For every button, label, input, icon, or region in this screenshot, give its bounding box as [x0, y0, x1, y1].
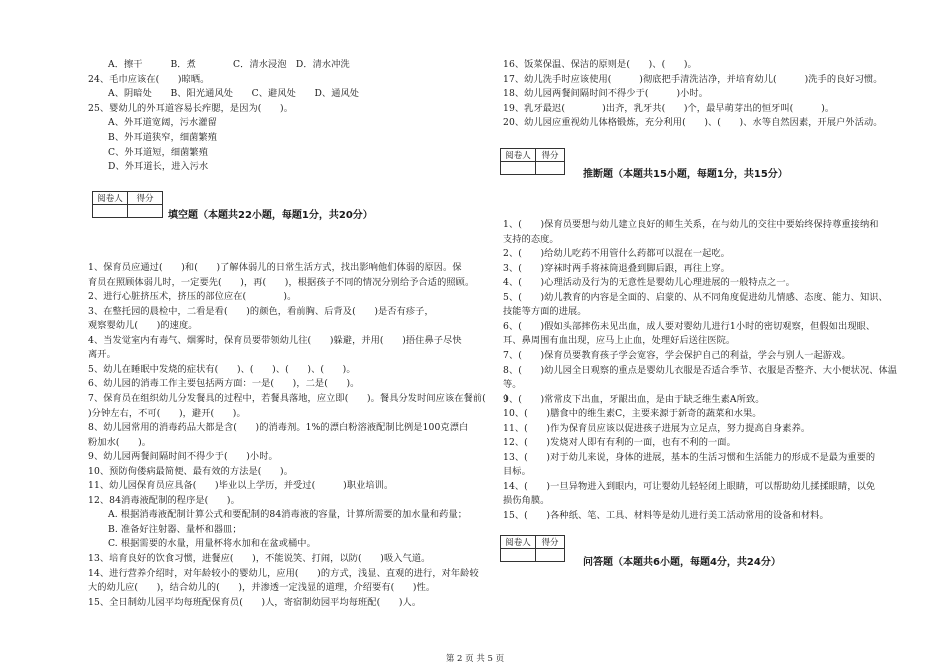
- text-line: 14、进行营养介绍时，对年龄较小的婴幼儿，应用( )的方式，浅显、直观的进行，对年龄较: [88, 567, 479, 579]
- text-line: 7、保育员在组织幼儿分发餐具的过程中，若餐具落地，应立即( )。餐具分发时间应该在餐前( ): [88, 392, 509, 404]
- text-line: 育员在照顾体弱儿时，一定要先( )，再( )，根据孩子不同的情况分别给予合适的照顾。: [88, 276, 475, 288]
- text-line: 大的幼儿应( )，结合幼儿的( )，并渗透一定浅显的道理，介绍要有( )性。: [88, 582, 436, 594]
- text-line: 18、幼儿园两餐间隔时间不得少于( )小时。: [503, 88, 709, 100]
- text-line: 11、( )作为保育员应该以促进孩子进展为立足点，努力提高自身素养。: [503, 422, 811, 434]
- page-footer: 第 2 页 共 5 页: [445, 654, 505, 664]
- text-line: 16、饭菜保温、保洁的原则是( )、( )。: [503, 59, 697, 70]
- text-line: B. 准备好注射器、量杯和器皿；: [108, 523, 242, 535]
- score-box-score-label: 得分: [536, 149, 565, 162]
- qa-section-title: 问答题（本题共6小题，每题4分，共24分）: [583, 557, 781, 568]
- text-line: 15、全日制幼儿园平均每班配保育员( )人，寄宿制幼园平均每班配( )人。: [88, 596, 422, 608]
- judge-section-title: 推断题（本题共15小题，每题1分，共15分）: [583, 169, 788, 180]
- text-line: 12、( )发烧对人即有有利的一面，也有不利的一面。: [503, 437, 736, 449]
- text-line: 10、( )膳食中的维生素C，主要来源于新奇的蔬菜和水果。: [503, 408, 762, 420]
- text-line: B、外耳道狭窄，细菌繁殖: [108, 132, 218, 143]
- text-line: 等。: [503, 379, 522, 391]
- text-line: 耳、鼻周围有血出现，应马上止血，处理好后送往医院。: [503, 335, 736, 347]
- text-line: 离开。: [88, 349, 116, 361]
- text-line: 5、幼儿在睡眠中发烧的症状有( )、( )、( )、( )。: [88, 363, 356, 375]
- text-line: 13、培育良好的饮食习惯，进餐应( )，不能说笑、打闹，以防( )吸入气道。: [88, 553, 431, 564]
- text-line: 粉加水( )。: [88, 436, 152, 448]
- score-box-qa: [500, 535, 565, 562]
- score-box-score-label: 得分: [128, 192, 163, 205]
- text-line: A．擦干 B．煮 C．清水浸泡 D．清水冲洗: [108, 59, 350, 70]
- text-line: D、外耳道长，进入污水: [108, 161, 209, 173]
- text-line: 1、保育员应通过( )和( )了解体弱儿的日常生活方式，找出影响他们体弱的原因。保: [88, 262, 462, 273]
- fill-blank-section-title: 填空题（本题共22小题，每题1分，共20分）: [168, 210, 373, 221]
- score-box-grader-label: 阅卷人: [501, 149, 536, 162]
- score-box-fill: [92, 191, 163, 218]
- text-line: )分钟左右，不可( )，避开( )。: [88, 407, 246, 419]
- text-line: 12、84消毒液配制的程序是( )。: [88, 494, 240, 506]
- text-line: 9、幼儿园两餐间隔时间不得少于( )小时。: [88, 451, 278, 463]
- text-line: 10、预防佝偻病最简便、最有效的方法是( )。: [88, 465, 294, 477]
- text-line: 19、乳牙最迟( )出齐，乳牙共( )个，最早萌芽出的恒牙叫( )。: [503, 102, 835, 114]
- text-line: 9、( )常常皮下出血，牙龈出血，是由于缺乏维生素A所致。: [503, 393, 765, 405]
- text-line: 目标。: [503, 466, 531, 478]
- text-line: A、阴暗处 B、阳光通风处 C、避风处 D、通风处: [108, 88, 360, 100]
- text-line: 8、幼儿园常用的消毒药品大都是含( )的消毒剂。1%的漂白粉溶液配制比例是100克漂白: [88, 422, 469, 434]
- text-line: 5、( )幼儿教育的内容是全面的、启蒙的、从不同角度促进幼儿情感、态度、能力、知识、: [503, 291, 888, 303]
- text-line: C、外耳道短，细菌繁殖: [108, 146, 209, 158]
- score-box-score-label: 得分: [536, 536, 565, 549]
- text-line: 2、进行心脏挤压术，挤压的部位应在( )。: [88, 291, 297, 303]
- text-line: 20、幼儿园应重视幼儿体格锻炼，充分利用( )、( )、水等自然因素，开展户外活动。: [503, 117, 883, 129]
- text-line: 3、( )穿袜时两手将袜筒退叠到脚后跟，再往上穿。: [503, 262, 730, 274]
- text-line: 7、( )保育员要教育孩子学会宽容，学会保护自己的利益，学会与别人一起游戏。: [503, 349, 851, 361]
- text-line: A. 根据消毒液配制计算公式和要配制的84消毒液的容量，计算所需要的加水量和药量；: [108, 509, 468, 521]
- score-box-grader-label: 阅卷人: [501, 536, 536, 549]
- text-line: 13、( )对于幼儿来说，身体的进展，基本的生活习惯和生活能力的形成不是最为重要的: [503, 451, 876, 463]
- text-line: 1、( )保育员要想与幼儿建立良好的师生关系，在与幼儿的交往中要始终保持尊重接纳和: [503, 219, 879, 230]
- text-line: 15、( )各种纸、笔、工具、材料等是幼儿进行美工活动常用的设备和材料。: [503, 510, 829, 521]
- text-line: 11、幼儿园保育员应具备( )毕业以上学历，并受过( )职业培训。: [88, 480, 394, 492]
- text-line: C. 根据需要的水量，用量杯将水加和在盆或桶中。: [108, 538, 316, 550]
- text-line: 17、幼儿洗手时应该使用( )彻底把手清洗洁净，并培育幼儿( )洗手的良好习惯。: [503, 73, 883, 85]
- text-line: 24、毛巾应该在( )晾晒。: [88, 73, 210, 85]
- text-line: 4、当发觉室内有毒气、烟雾时，保育员要带领幼儿往( )躲避，并用( )捂住鼻子尽快: [88, 334, 462, 346]
- text-line: 8、( )幼儿园全日观察的重点是婴幼儿衣服是否适合季节、衣服是否整齐、大小便状况、体温: [503, 364, 898, 376]
- text-line: 支持的态度。: [503, 233, 559, 245]
- text-line: 观察婴幼儿( )的速度。: [88, 320, 198, 332]
- text-line: A、外耳道宽阔，污水灌留: [108, 117, 217, 129]
- text-line: 技能等方面的进展。: [503, 306, 587, 318]
- text-line: 2、( )给幼儿吃药不用管什么药都可以混在一起吃。: [503, 248, 730, 260]
- text-line: 损伤角膜。: [503, 495, 550, 507]
- text-line: 6、( )假如头部摔伤未见出血，成人要对婴幼儿进行1小时的密切观察，但假如出现眼、: [503, 320, 876, 332]
- score-box-grader-label: 阅卷人: [93, 192, 128, 205]
- text-line: 3、在整托园的晨检中，二看是看( )的颜色，看前胸、后背及( )是否有疹子，: [88, 305, 434, 317]
- text-line: 6、幼儿园的消毒工作主要包括两方面：一是( )，二是( )。: [88, 378, 360, 390]
- text-line: 4、( )心理活动及行为的无意性是婴幼儿心理进展的一般特点之一。: [503, 277, 795, 289]
- text-line: 14、( )一旦异物进入到眼内，可让婴幼儿轻轻闭上眼睛，可以帮助幼儿揉揉眼睛，以免: [503, 480, 876, 492]
- text-line: 25、婴幼儿的外耳道容易长痄腮，是因为( )。: [88, 102, 294, 114]
- score-box-judge: [500, 148, 565, 175]
